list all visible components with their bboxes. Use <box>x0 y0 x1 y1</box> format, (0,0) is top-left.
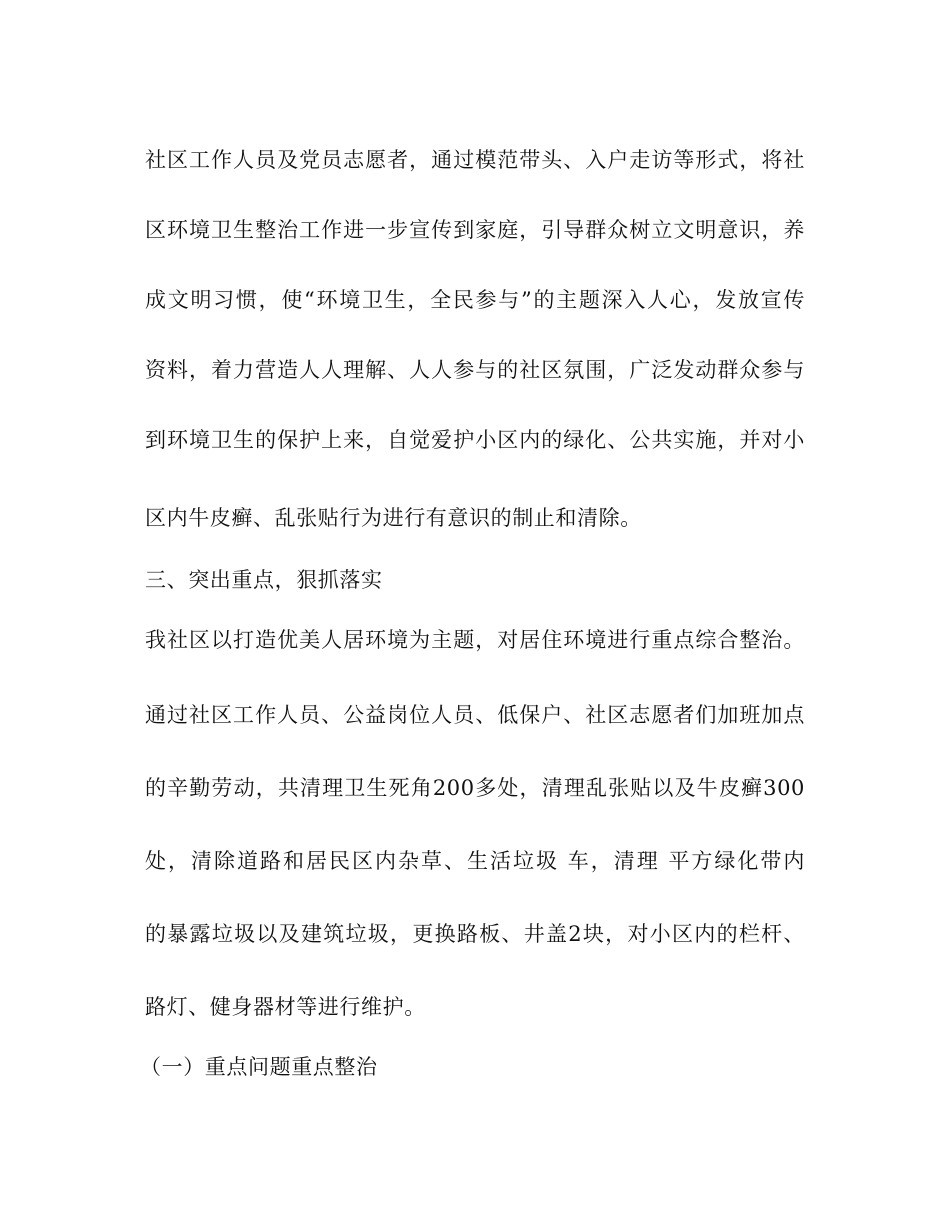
paragraph-line: 的辛勤劳动，共清理卫生死角200多处，清理乱张贴以及牛皮癣300 <box>145 776 805 800</box>
paragraph-line: 处，清除道路和居民区内杂草、生活垃圾 车，清理 平方绿化带内 <box>145 849 805 873</box>
paragraph-line: 的暴露垃圾以及建筑垃圾，更换路板、井盖2块，对小区内的栏杆、 <box>145 922 805 946</box>
paragraph-line: 资料，着力营造人人理解、人人参与的社区氛围，广泛发动群众参与 <box>145 358 805 382</box>
paragraph-line: 社区工作人员及党员志愿者，通过模范带头、入户走访等形式，将社 <box>145 148 805 172</box>
paragraph-line: 到环境卫生的保护上来，自觉爱护小区内的绿化、公共实施，并对小 <box>145 428 805 452</box>
paragraph-line: 我社区以打造优美人居环境为主题，对居住环境进行重点综合整治。 <box>145 628 805 652</box>
paragraph-line: 区环境卫生整治工作进一步宣传到家庭，引导群众树立文明意识，养 <box>145 218 805 242</box>
paragraph-line: 通过社区工作人员、公益岗位人员、低保户、社区志愿者们加班加点 <box>145 703 805 727</box>
paragraph-line: 区内牛皮癣、乱张贴行为进行有意识的制止和清除。 <box>145 506 642 530</box>
section-heading: 三、突出重点，狠抓落实 <box>145 568 383 592</box>
subsection-heading: （一）重点问题重点整治 <box>140 1055 378 1079</box>
paragraph-line: 成文明习惯，使“环境卫生，全民参与”的主题深入人心，发放宣传 <box>145 288 805 312</box>
paragraph-line: 路灯、健身器材等进行维护。 <box>145 995 426 1019</box>
